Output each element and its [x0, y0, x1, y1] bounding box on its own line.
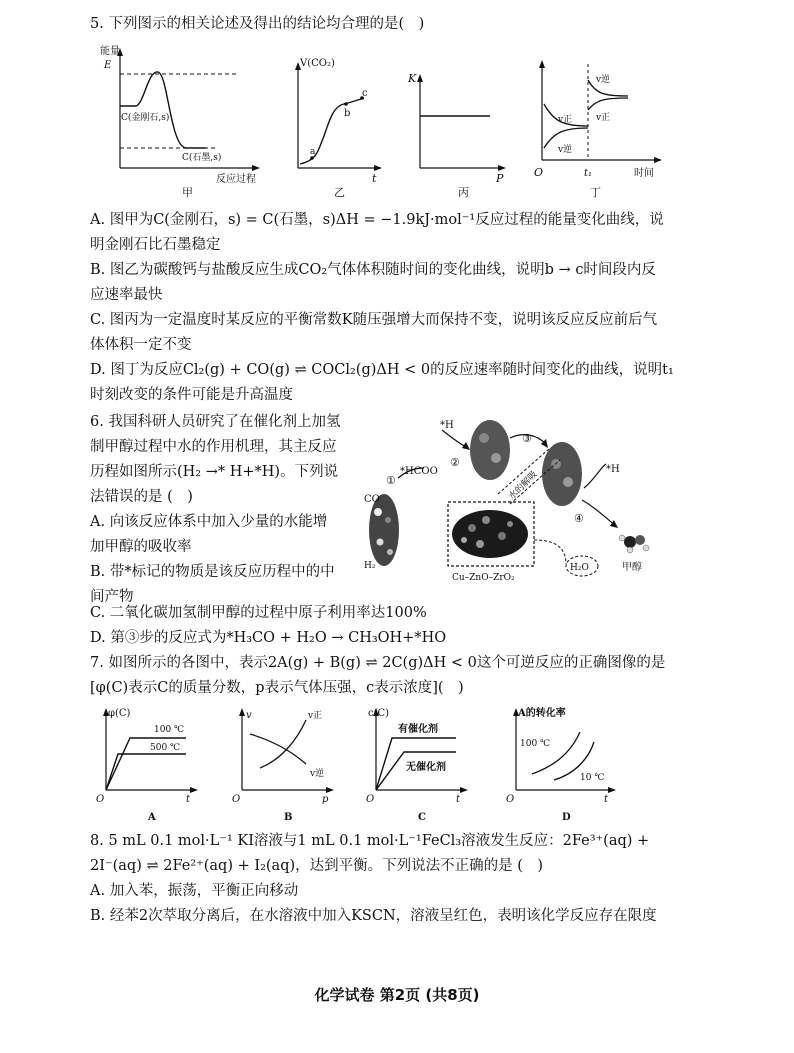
gA-t100: 100 ℃	[154, 725, 185, 735]
q7-stem	[90, 651, 690, 701]
yi-ylabel: V(CO₂)	[300, 58, 335, 69]
q7-graph-b	[230, 704, 340, 824]
yi-pt-a: a	[310, 147, 316, 157]
page-footer: 化学试卷 第2页 (共8页)	[314, 986, 480, 1004]
q6-line-5: A. 向该反应体系中加入少量的水能增	[90, 514, 328, 530]
q5-option-a-line1: A. 图甲为C(金刚石，s) = C(石墨，s)ΔH = −1.9kJ·mol⁻¹反应过程的能量变化曲线，说	[90, 212, 664, 228]
q6-line-2: 制甲醇过程中水的作用机理，其主反应	[90, 439, 337, 455]
q6-line-7: B. 带*标记的物质是该反应历程中的中	[90, 564, 335, 580]
gC-with-cat: 有催化剂	[398, 724, 438, 735]
q8-line2: 2I⁻(aq) ⇌ 2Fe²⁺(aq) + I₂(aq)，达到平衡。下列说法不正确的是 ( )	[90, 858, 544, 874]
ding-origin: O	[534, 166, 544, 179]
fig-catalyst: Cu–ZnO–ZrO₂	[452, 573, 515, 583]
fig-step-3: ③	[522, 432, 532, 445]
yi-caption: 乙	[334, 186, 345, 199]
q6-option-c: C. 二氧化碳加氢制甲醇的过程中原子利用率达100%	[90, 605, 427, 621]
fig-step-2: ②	[450, 456, 460, 469]
gB-origin: O	[232, 794, 241, 805]
q5-option-b-line2: 应速率最快	[90, 287, 163, 303]
jia-xlabel: 反应过程	[216, 174, 256, 185]
ding-v-zheng: v正	[596, 113, 611, 123]
q5-option-c-line1: C. 图丙为一定温度时某反应的平衡常数K随压强增大而保持不变，说明该反应反应前后气	[90, 312, 658, 328]
q5-option-a-line2: 明金刚石比石墨稳定	[90, 237, 221, 253]
gC-caption: C	[418, 812, 426, 823]
graph-bing	[404, 40, 514, 200]
fig-step-4: ④	[574, 512, 584, 525]
graph-jia	[96, 40, 266, 200]
q6-line-1: 6. 我国科研人员研究了在催化剂上加氢	[90, 414, 341, 430]
gB-ylabel: v	[246, 710, 252, 721]
gD-xlabel: t	[604, 794, 609, 805]
q5-option-d-line1: D. 图丁为反应Cl₂(g) + CO(g) ⇌ COCl₂(g)ΔH < 0的反应速率随时间变化的曲线，说明t₁	[90, 362, 674, 378]
gB-v-ni: v逆	[310, 769, 325, 779]
fig-h-right: *H	[606, 464, 620, 475]
yi-xlabel: t	[372, 172, 377, 185]
jia-label-top: C(金刚石,s)	[121, 113, 170, 123]
q6-line-8: 间产物	[90, 589, 134, 605]
bing-caption: 丙	[458, 186, 469, 199]
q7-stem-line2: [φ(C)表示C的质量分数，p表示气体压强，c表示浓度]( )	[90, 680, 464, 696]
jia-ylabel2: E	[104, 60, 112, 71]
fig-co: CO	[364, 494, 380, 505]
bing-ylabel: K	[408, 72, 417, 85]
q5-option-b-line1: B. 图乙为碳酸钙与盐酸反应生成CO₂气体体积随时间的变化曲线，说明b → c时间段内反	[90, 262, 656, 278]
fig-h2: H₂	[364, 561, 376, 571]
gC-xlabel: t	[456, 794, 461, 805]
gB-v-zheng: v正	[308, 711, 323, 721]
q8-text	[90, 829, 690, 929]
gC-origin: O	[366, 794, 375, 805]
q6-mechanism-figure	[360, 408, 680, 598]
ding-t1: t₁	[584, 168, 593, 179]
ding-v-ni-left: v逆	[558, 145, 573, 155]
q7-graph-a	[94, 704, 204, 824]
q5-option-d-line2: 时刻改变的条件可能是升高温度	[90, 387, 293, 403]
gA-origin: O	[96, 794, 105, 805]
q5-stem: 5. 下列图示的相关论述及得出的结论均合理的是( )	[90, 16, 425, 32]
ding-v-zheng-left: v正	[558, 115, 573, 125]
ding-xlabel: 时间	[634, 168, 654, 179]
jia-label-bottom: C(石墨,s)	[182, 153, 222, 163]
jia-ylabel1: 能量	[100, 46, 120, 57]
fig-h2o: H₂O	[570, 563, 589, 573]
gD-t10: 10 ℃	[580, 773, 605, 783]
q7-stem-line1: 7. 如图所示的各图中，表示2A(g) + B(g) ⇌ 2C(g)ΔH < 0这个可逆反应的正确图像的是	[90, 655, 666, 671]
q7-graph-d	[504, 704, 624, 824]
q8-option-b: B. 经苯2次萃取分离后，在水溶液中加入KSCN，溶液呈红色，表明该化学反应存在限度	[90, 908, 657, 924]
gD-ylabel: A的转化率	[518, 708, 566, 719]
gB-xlabel: p	[322, 794, 329, 805]
graph-yi	[278, 40, 388, 200]
gD-t100: 100 ℃	[520, 739, 551, 749]
q6-text	[90, 410, 360, 610]
q6-option-d: D. 第③步的反应式为*H₃CO + H₂O → CH₃OH+*HO	[90, 630, 447, 646]
fig-hcoo: *HCOO	[400, 466, 438, 477]
q7-graph-c	[364, 704, 474, 824]
q5-option-c-line2: 体体积一定不变	[90, 337, 192, 353]
gC-no-cat: 无催化剂	[406, 762, 446, 773]
q8-line1: 8. 5 mL 0.1 mol·L⁻¹ KI溶液与1 mL 0.1 mol·L⁻¹FeCl₃溶液发生反应：2Fe³⁺(aq) +	[90, 833, 650, 849]
ding-v-ni: v逆	[596, 75, 611, 85]
fig-h-top: *H	[440, 420, 454, 431]
yi-pt-c: c	[362, 88, 368, 99]
fig-methanol: 甲醇	[622, 562, 642, 573]
gD-origin: O	[506, 794, 515, 805]
gA-caption: A	[148, 812, 156, 823]
q8-option-a: A. 加入苯，振荡，平衡正向移动	[90, 883, 299, 899]
bing-xlabel: P	[496, 172, 504, 185]
q6-line-4: 法错误的是 ( )	[90, 489, 193, 505]
q6-options-cd	[90, 601, 690, 651]
q6-line-6: 加甲醇的吸收率	[90, 539, 192, 555]
yi-pt-b: b	[344, 108, 351, 119]
jia-caption: 甲	[182, 186, 193, 199]
fig-water-label: 水的解吸	[507, 469, 540, 503]
gB-caption: B	[284, 812, 293, 823]
gD-caption: D	[562, 812, 571, 823]
gA-t500: 500 ℃	[150, 743, 181, 753]
gA-ylabel: φ(C)	[108, 708, 131, 719]
q5-options	[90, 208, 690, 408]
gA-xlabel: t	[186, 794, 191, 805]
ding-caption: 丁	[590, 186, 601, 199]
fig-step-1: ①	[386, 474, 396, 487]
graph-ding	[530, 40, 670, 200]
gC-ylabel: c(C)	[368, 708, 390, 719]
q6-line-3: 历程如图所示(H₂ →* H+*H)。下列说	[90, 464, 339, 480]
